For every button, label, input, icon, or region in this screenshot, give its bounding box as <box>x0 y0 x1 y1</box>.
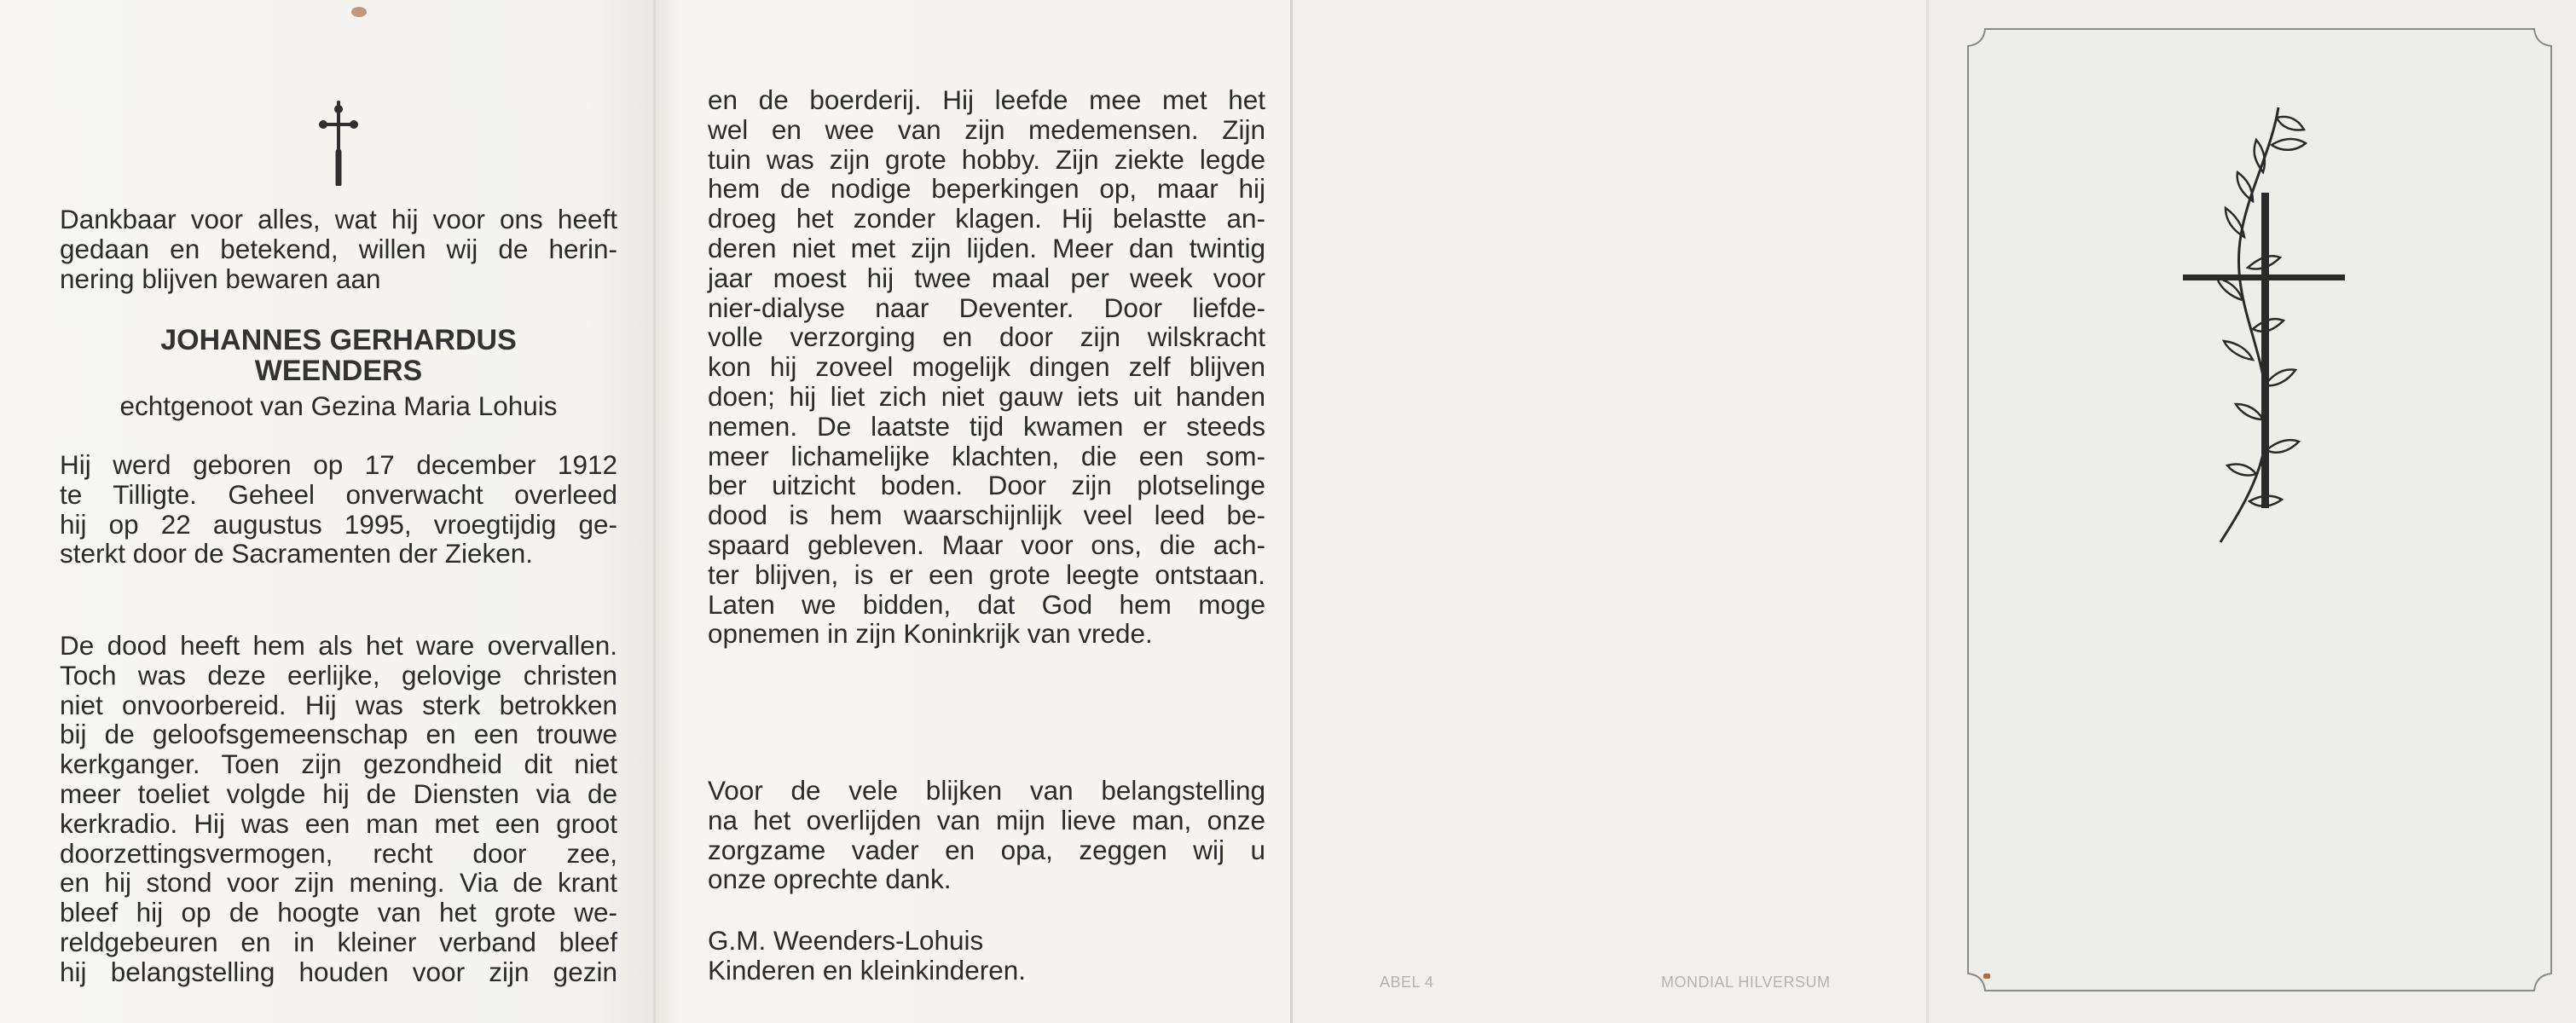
text-line: Hij werd geboren op 17 december 1912 <box>60 449 617 480</box>
text-line: De dood heeft hem als het ware overvallen. <box>60 630 617 661</box>
text-line: meer toeliet volgde hij de Diensten via de <box>60 777 617 809</box>
deceased-name-line1: JOHANNES GERHARDUS <box>160 324 517 356</box>
text-line: hij op 22 augustus 1995, vroegtijdig ge- <box>60 508 617 540</box>
fold-line <box>1926 0 1929 1023</box>
text-line: doorzettingsvermogen, recht door zee, <box>60 837 617 869</box>
printer-name: MONDIAL HILVERSUM <box>1661 974 1831 991</box>
text-line: tuin was zijn grote hobby. Zijn ziekte legde <box>708 143 1265 175</box>
small-cross-icon <box>317 101 360 186</box>
paper-stain <box>351 7 367 17</box>
text-line: en hij stond voor zijn mening. Via de krant <box>60 867 617 899</box>
thanks-paragraph <box>708 776 1265 894</box>
life-story-part2 <box>708 85 1265 649</box>
text-line: deren niet met zijn lijden. Meer dan twintig <box>708 232 1265 263</box>
text-line: Voor de vele blijken van belangstelling <box>708 775 1265 806</box>
cross-with-olive-branch-icon <box>2171 99 2359 551</box>
spouse-line: echtgenoot van Gezina Maria Lohuis <box>119 390 558 421</box>
text-line: te Tilligte. Geheel onverwacht overleed <box>60 478 617 510</box>
fold-line <box>653 0 656 1023</box>
signature-line: Kinderen en kleinkinderen. <box>708 954 1027 985</box>
text-line: jaar moest hij twee maal per week voor <box>708 262 1265 293</box>
text-line: bleef hij op de hoogte van het grote we- <box>60 897 617 928</box>
text-line: hem de nodige beperkingen op, maar hij <box>708 173 1265 205</box>
text-line: kerkganger. Toen zijn gezondheid dit niet <box>60 748 617 780</box>
printer-code: ABEL 4 <box>1380 974 1434 991</box>
text-line: bij de geloofsgemeenschap en een trouwe <box>60 719 617 750</box>
text-line: meer lichamelijke klachten, die een som- <box>708 440 1265 471</box>
text-line: onze oprechte dank. <box>708 864 952 895</box>
text-line: na het overlijden van mijn lieve man, onze <box>708 804 1265 835</box>
text-line: kon hij zoveel mogelijk dingen zelf blijven <box>708 351 1265 383</box>
life-story-part1 <box>60 631 617 987</box>
text-line: kerkradio. Hij was een man met een groot <box>60 807 617 839</box>
text-line: hij belangstelling houden voor zijn gezin <box>60 956 617 987</box>
text-line: en de boerderij. Hij leefde mee met het <box>708 84 1265 115</box>
text-line: Laten we bidden, dat God hem moge <box>708 588 1265 620</box>
text-line: zorgzame vader en opa, zeggen wij u <box>708 834 1265 865</box>
text-line: opnemen in zijn Koninkrijk van vrede. <box>708 618 1153 650</box>
text-line: spaard gebleven. Maar voor ons, die ach- <box>708 529 1265 560</box>
back-panel <box>1293 0 1929 1023</box>
text-line: dood is hem waarschijnlijk veel leed be- <box>708 500 1265 531</box>
signature-block <box>708 926 1265 985</box>
text-line: volle verzorging en door zijn wilskracht <box>708 321 1265 353</box>
text-line: doen; hij liet zich niet gauw iets uit handen <box>708 380 1265 412</box>
text-line: nier-dialyse naar Deventer. Door liefde- <box>708 292 1265 323</box>
birth-death-paragraph <box>60 450 617 569</box>
text-line: droeg het zonder klagen. Hij belastte an- <box>708 203 1265 234</box>
text-line: nemen. De laatste tijd kwamen er steeds <box>708 410 1265 442</box>
paper-mark <box>1983 974 1990 979</box>
text-line: ter blijven, is er een grote leegte ontstaan. <box>708 558 1265 590</box>
text-line: Toch was deze eerlijke, gelovige christen <box>60 659 617 691</box>
signature-line: G.M. Weenders-Lohuis <box>708 925 984 956</box>
text-line: nering blijven bewaren aan <box>60 263 381 294</box>
text-line: sterkt door de Sacramenten der Zieken. <box>60 538 534 569</box>
text-line: gedaan en betekend, willen wij de herin- <box>60 233 617 264</box>
fold-line <box>1290 0 1293 1023</box>
text-line: niet onvoorbereid. Hij was sterk betrokken <box>60 689 617 720</box>
deceased-name-line2: WEENDERS <box>254 355 423 387</box>
text-line: reldgebeuren en in kleiner verband bleef <box>60 926 617 957</box>
text-line: Dankbaar voor alles, wat hij voor ons heeft <box>60 204 617 234</box>
text-line: wel en wee van zijn medemensen. Zijn <box>708 113 1265 145</box>
text-line: ber uitzicht boden. Door zijn plotselinge <box>708 470 1265 501</box>
intro-paragraph <box>60 205 617 293</box>
